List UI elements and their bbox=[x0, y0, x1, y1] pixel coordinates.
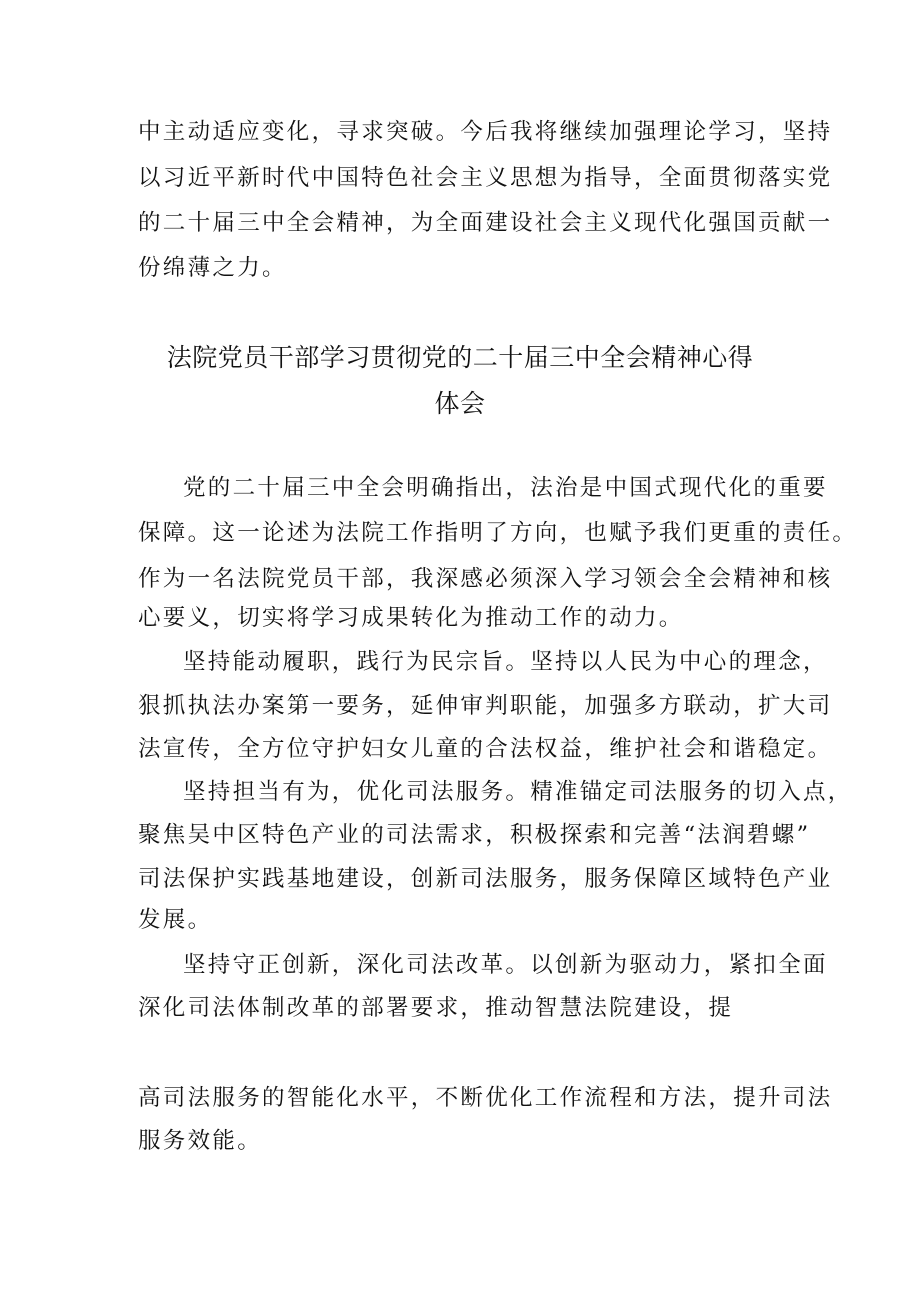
text-line: 司法保护实践基地建设，创新司法服务，服务保障区域特色产业 bbox=[138, 866, 833, 892]
title-line: 法院党员干部学习贯彻党的二十届三中全会精神心得 bbox=[166, 343, 754, 372]
text-line: 坚持守正创新，深化司法改革。以创新为驱动力，紧扣全面 bbox=[183, 952, 828, 978]
text-line: 服务效能。 bbox=[138, 1128, 263, 1154]
title-line: 体会 bbox=[434, 389, 486, 418]
text-line: 的二十届三中全会精神，为全面建设社会主义现代化强国贡献一 bbox=[138, 210, 833, 236]
text-line: 高司法服务的智能化水平，不断优化工作流程和方法，提升司法 bbox=[138, 1085, 833, 1111]
text-line: 作为一名法院党员干部，我深感必须深入学习领会全会精神和核 bbox=[138, 566, 833, 592]
text-line: 中主动适应变化，寻求突破。今后我将继续加强理论学习，坚持 bbox=[138, 119, 833, 145]
text-line: 保障。这一论述为法院工作指明了方向，也赋予我们更重的责任。 bbox=[138, 520, 858, 546]
text-line: 发展。 bbox=[138, 907, 213, 933]
text-line: 聚焦吴中区特色产业的司法需求，积极探索和完善“法润碧螺” bbox=[138, 822, 811, 848]
text-line: 党的二十届三中全会明确指出，法治是中国式现代化的重要 bbox=[183, 475, 828, 501]
text-line: 坚持担当有为，优化司法服务。精准锚定司法服务的切入点， bbox=[183, 779, 853, 805]
text-line: 以习近平新时代中国特色社会主义思想为指导，全面贯彻落实党 bbox=[138, 165, 833, 191]
text-line: 份绵薄之力。 bbox=[138, 255, 287, 281]
text-line: 心要义，切实将学习成果转化为推动工作的动力。 bbox=[138, 605, 684, 631]
text-line: 法宣传，全方位守护妇女儿童的合法权益，维护社会和谐稳定。 bbox=[138, 736, 833, 762]
text-line: 狠抓执法办案第一要务，延伸审判职能，加强多方联动，扩大司 bbox=[138, 693, 833, 719]
text-line: 深化司法体制改革的部署要求，推动智慧法院建设，提 bbox=[138, 995, 734, 1021]
text-line: 坚持能动履职，践行为民宗旨。坚持以人民为中心的理念， bbox=[183, 649, 828, 675]
